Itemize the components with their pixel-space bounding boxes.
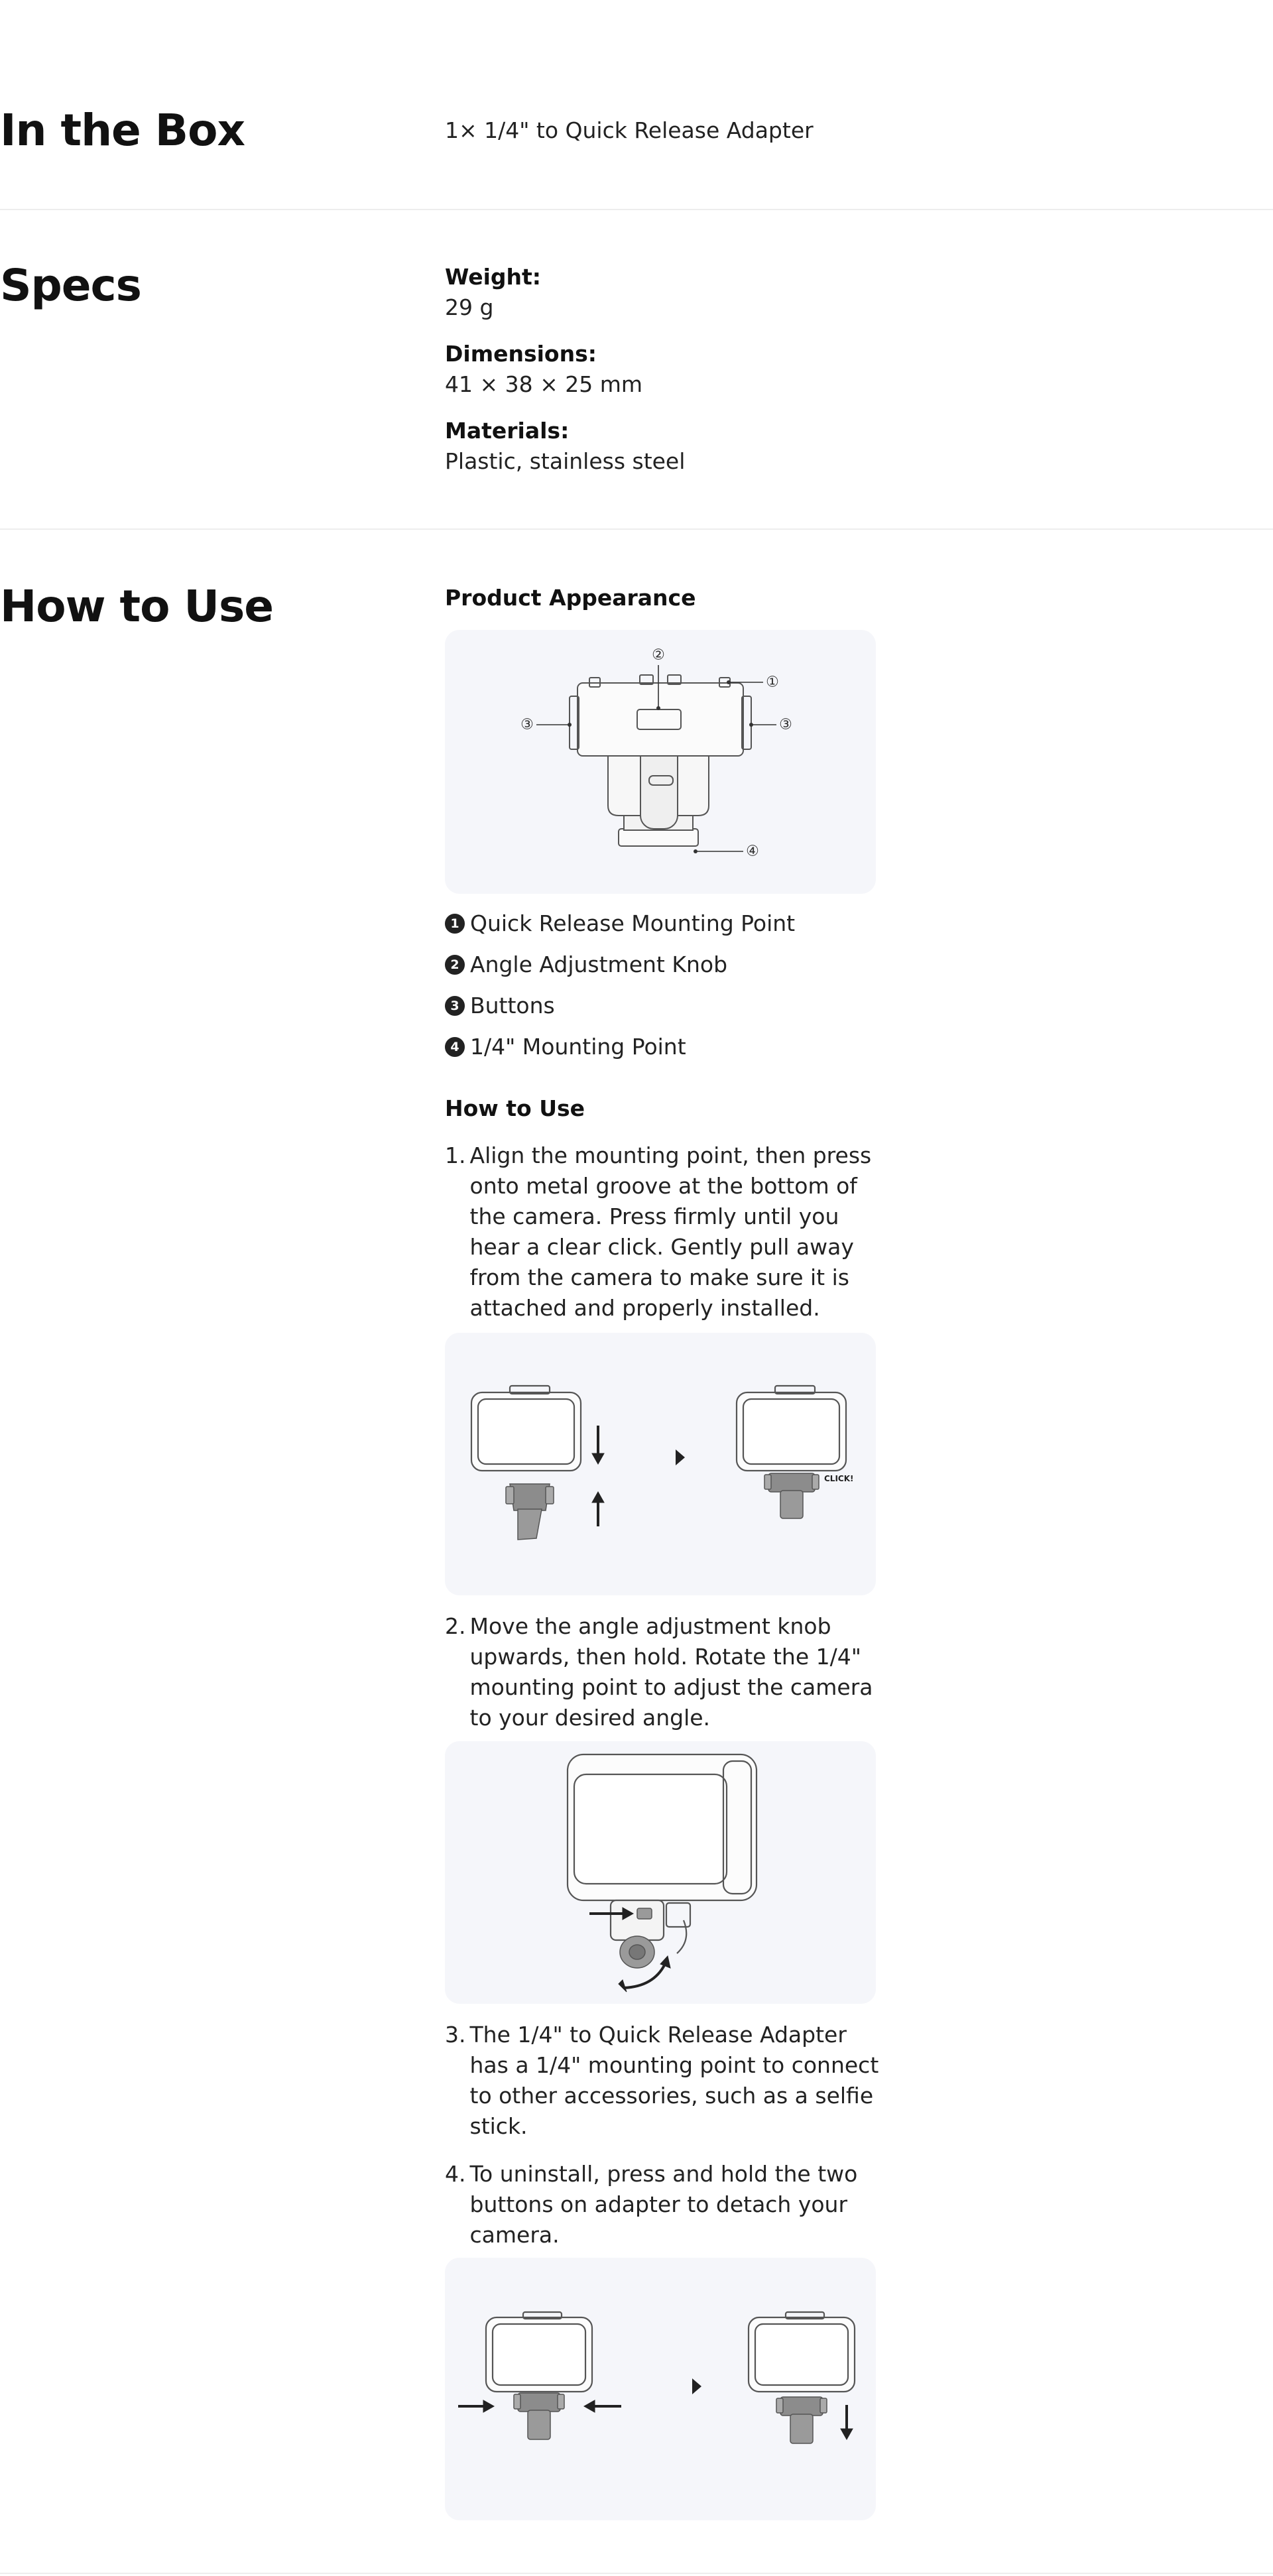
step-3 — [445, 2020, 882, 2142]
spec-value: 41 × 38 × 25 mm — [445, 371, 643, 397]
legend-label: 1/4" Mounting Point — [470, 1034, 686, 1060]
step-2-image — [445, 1741, 876, 2004]
step-number: 4. — [445, 2161, 466, 2187]
step-number: 2. — [445, 1613, 466, 1639]
specs-title: Specs — [0, 260, 141, 311]
callout-3-right: ③ — [779, 716, 792, 733]
legend-item — [445, 950, 727, 980]
step-4 — [445, 2159, 882, 2250]
spec-label: Dimensions: — [445, 341, 597, 367]
callout-1: ① — [766, 674, 779, 691]
legend-item — [445, 991, 555, 1021]
step-number: 1. — [445, 1142, 466, 1168]
callout-2: ② — [652, 646, 665, 664]
spec-label: Weight: — [445, 264, 542, 290]
legend-label: Quick Release Mounting Point — [470, 910, 796, 936]
step-4-image — [445, 2258, 876, 2520]
detach-diagram — [445, 2258, 876, 2520]
legend-item — [445, 1032, 686, 1062]
in-the-box-item: 1× 1/4" to Quick Release Adapter — [445, 117, 814, 143]
spec-dimensions — [445, 339, 876, 400]
spec-weight — [445, 262, 876, 323]
product-appearance-image — [445, 630, 876, 894]
in-the-box-title: In the Box — [0, 105, 245, 156]
how-to-use-heading: How to Use — [445, 1095, 585, 1121]
spec-materials — [445, 416, 876, 477]
specs-list — [445, 262, 876, 477]
step-1-image — [445, 1333, 876, 1595]
step-text: Align the mounting point, then press onto metal groove at the bottom of the camera. Press firmly until you hear a clear click. Gently pull away from the camera to make sure it is attached and properly installed. — [469, 1142, 872, 1321]
how-to-use-title: How to Use — [0, 581, 274, 632]
section-divider — [0, 209, 1273, 210]
step-1 — [445, 1140, 882, 1323]
step-2 — [445, 1611, 882, 1733]
callout-3-left: ③ — [520, 716, 534, 733]
spec-label: Materials: — [445, 418, 570, 444]
marker-4-icon: 4 — [445, 1037, 465, 1057]
legend-label: Angle Adjustment Knob — [470, 951, 728, 977]
legend-label: Buttons — [470, 993, 555, 1018]
click-label: CLICK! — [824, 1474, 854, 1483]
section-divider — [0, 528, 1273, 530]
legend-item — [445, 908, 795, 939]
marker-1-icon: 1 — [445, 914, 465, 934]
attach-diagram — [445, 1333, 876, 1595]
adapter-diagram — [445, 630, 876, 894]
spec-value: 29 g — [445, 294, 494, 320]
step-text: The 1/4" to Quick Release Adapter has a 1/4" mounting point to connect to other accessories, such as a selfie stick. — [469, 2022, 879, 2139]
rotate-diagram — [445, 1741, 876, 2004]
product-appearance-heading: Product Appearance — [445, 585, 696, 611]
callout-4: ④ — [746, 843, 759, 860]
marker-2-icon: 2 — [445, 955, 465, 975]
section-divider — [0, 2573, 1273, 2574]
step-text: Move the angle adjustment knob upwards, then hold. Rotate the 1/4" mounting point to adjust the camera to your desired angle. — [469, 1613, 873, 1731]
step-text: To uninstall, press and hold the two buttons on adapter to detach your camera. — [469, 2161, 858, 2248]
marker-3-icon: 3 — [445, 996, 465, 1016]
step-number: 3. — [445, 2022, 466, 2048]
spec-value: Plastic, stainless steel — [445, 448, 686, 474]
